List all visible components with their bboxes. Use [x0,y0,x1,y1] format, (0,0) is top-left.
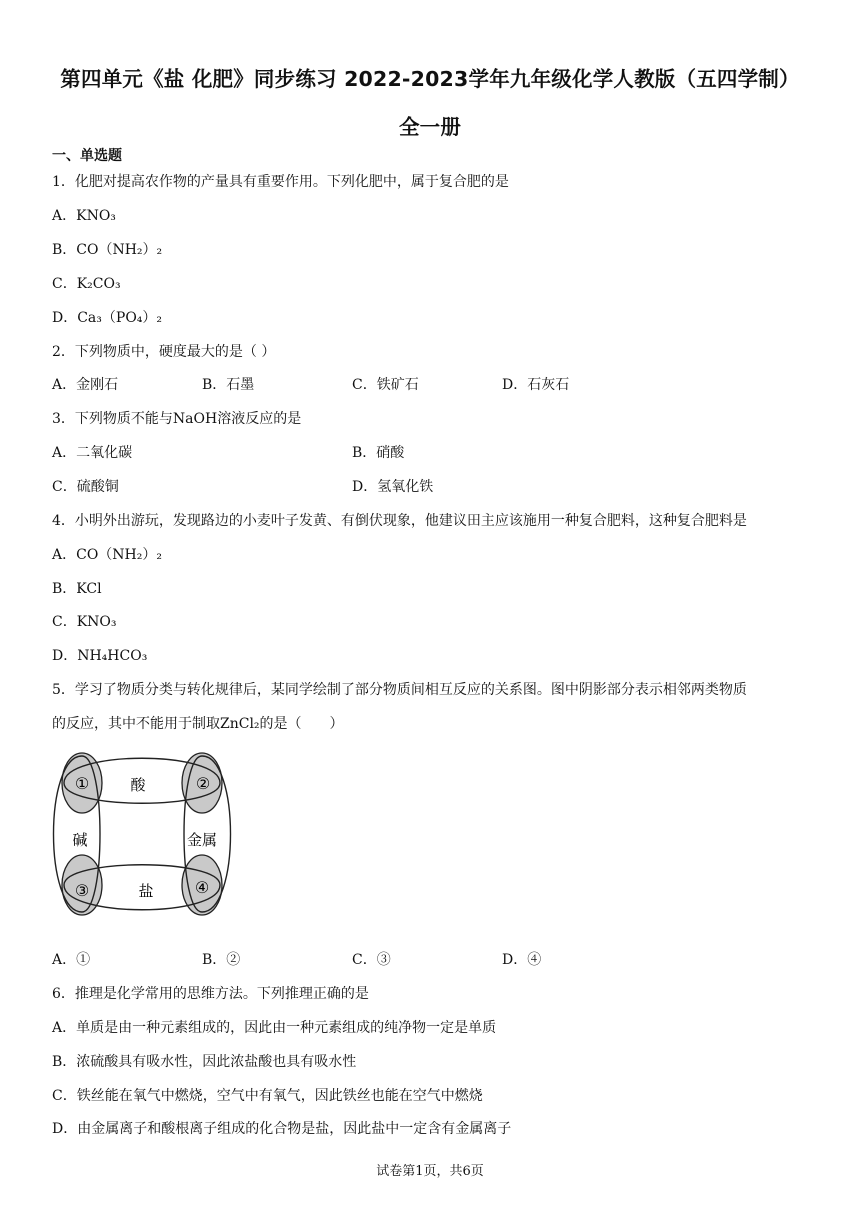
q2-stem: 2．下列物质中，硬度最大的是（ ） [52,344,276,360]
q6-option-a: A．单质是由一种元素组成的，因此由一种元素组成的纯净物一定是单质 [52,1020,497,1036]
page-footer: 试卷第1页，共6页 [376,1164,484,1179]
q2-option-c: C．铁矿石 [352,377,419,393]
q1-option-b: B．CO（NH₂）₂ [52,242,163,258]
q5-option-c: C．③ [352,952,391,968]
label-metal: 金属 [186,831,218,849]
q6-option-b: B．浓硫酸具有吸水性，因此浓盐酸也具有吸水性 [52,1054,357,1070]
marker-2: ② [195,774,211,793]
label-base: 碱 [72,831,88,849]
label-salt: 盐 [138,882,154,900]
q4-option-b: B．KCl [52,581,102,597]
q6-option-d: D．由金属离子和酸根离子组成的化合物是盐，因此盐中一定含有金属离子 [52,1121,512,1137]
q3-stem: 3．下列物质不能与NaOH溶液反应的是 [52,411,302,427]
q6-option-c: C．铁丝能在氧气中燃烧，空气中有氧气，因此铁丝也能在空气中燃烧 [52,1088,483,1104]
q6-stem: 6．推理是化学常用的思维方法。下列推理正确的是 [52,986,369,1002]
q2-option-b: B．石墨 [202,377,255,393]
q5-option-b: B．② [202,952,241,968]
q4-option-c: C．KNO₃ [52,614,117,630]
q1-stem: 1．化肥对提高农作物的产量具有重要作用。下列化肥中，属于复合肥的是 [52,174,509,190]
marker-4: ④ [194,878,210,897]
q2-option-d: D．石灰石 [502,377,570,393]
q3-option-a: A．二氧化碳 [52,445,133,461]
q4-stem: 4．小明外出游玩，发现路边的小麦叶子发黄、有倒伏现象，他建议田主应该施用一种复合肥料，这种复合肥料是 [52,513,747,529]
q5-option-d: D．④ [502,952,542,968]
q4-option-d: D．NH₄HCO₃ [52,648,148,664]
section-heading: 一、单选题 [52,148,122,164]
q3-option-b: B．硝酸 [352,445,405,461]
reaction-diagram [52,748,242,920]
q1-option-a: A．KNO₃ [52,208,116,224]
q3-option-c: C．硫酸铜 [52,479,119,495]
q1-option-c: C．K₂CO₃ [52,276,121,292]
q4-option-a: A．CO（NH₂）₂ [52,547,162,563]
doc-title-line2: 全一册 [398,115,462,139]
q2-option-a: A．金刚石 [52,377,119,393]
q5-stem-line2: 的反应，其中不能用于制取ZnCl₂的是（ ） [52,716,344,732]
doc-title-line1: 第四单元《盐 化肥》同步练习 2022-2023学年九年级化学人教版（五四学制） [60,67,800,91]
q5-option-a: A．① [52,952,91,968]
label-acid: 酸 [130,776,146,794]
q1-option-d: D．Ca₃（PO₄）₂ [52,310,163,326]
marker-1: ① [74,774,90,793]
marker-3: ③ [74,881,90,900]
q5-stem-line1: 5．学习了物质分类与转化规律后，某同学绘制了部分物质间相互反应的关系图。图中阴影部分表示相邻两类物质 [52,682,747,698]
q3-option-d: D．氢氧化铁 [352,479,434,495]
